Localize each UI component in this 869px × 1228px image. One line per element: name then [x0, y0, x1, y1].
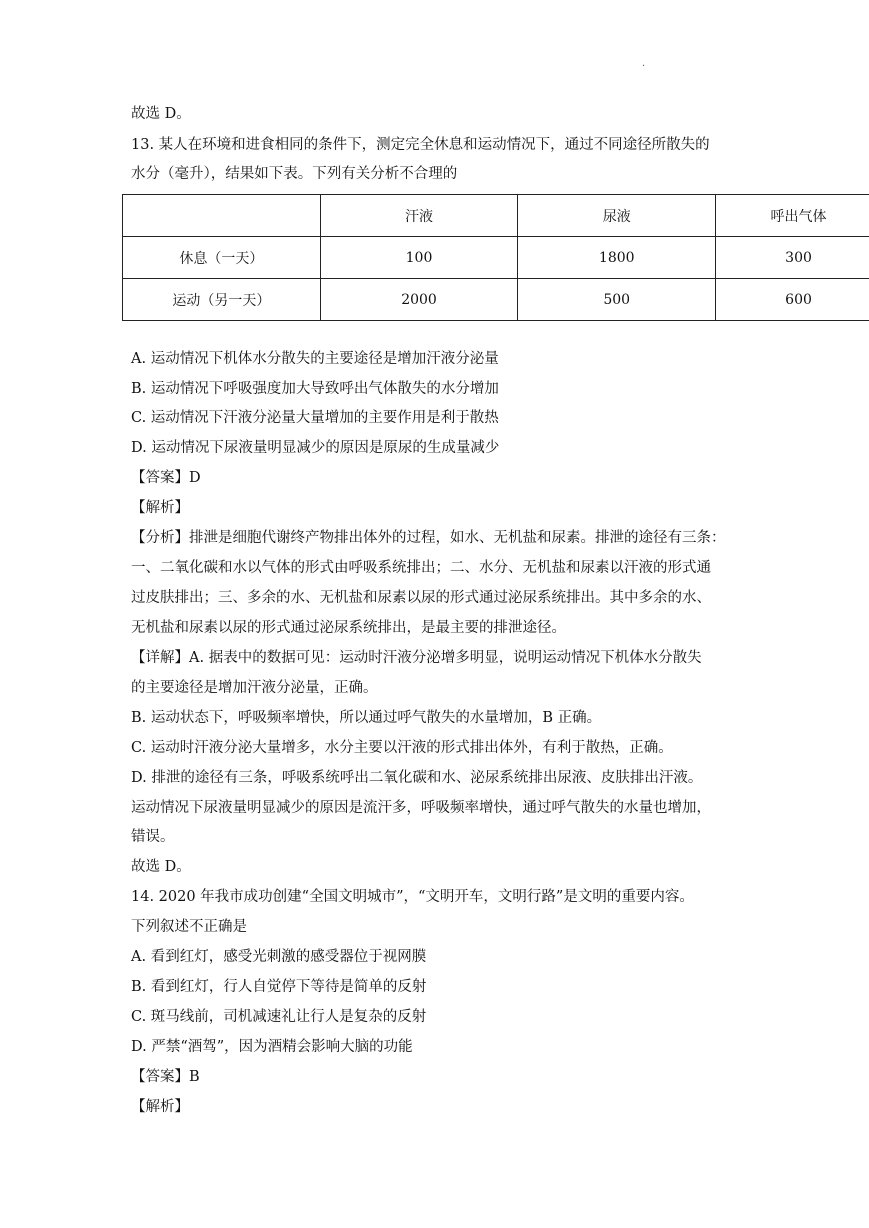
table-cell: 1800: [518, 237, 716, 279]
text-line: 故选 D。: [131, 106, 191, 122]
option-d: D. 严禁“酒驾”，因为酒精会影响大脑的功能: [131, 1039, 413, 1055]
text-line: 运动情况下尿液量明显减少的原因是流汗多，呼吸频率增快，通过呼气散失的水量也增加，: [131, 800, 711, 816]
table-row: [123, 279, 869, 321]
table-cell: 休息（一天）: [123, 237, 321, 279]
option-c: C. 运动情况下汗液分泌量大量增加的主要作用是利于散热: [131, 410, 499, 426]
text-line: 无机盐和尿素以尿的形式通过泌尿系统排出，是最主要的排泄途径。: [131, 620, 566, 636]
table-header-cell: 呼出气体: [716, 195, 869, 237]
question-13-stem: 13. 某人在环境和进食相同的条件下，测定完全休息和运动情况下，通过不同途径所散失的: [131, 137, 710, 153]
table-header-cell: 汗液: [320, 195, 518, 237]
text-line: 错误。: [131, 829, 175, 845]
text-line: B. 运动状态下，呼吸频率增快，所以通过呼气散失的水量增加，B 正确。: [131, 710, 602, 726]
text-line: 过皮肤排出；三、多余的水、无机盐和尿素以尿的形式通过泌尿系统排出。其中多余的水、: [131, 590, 711, 606]
table-cell: 500: [518, 279, 716, 321]
table-cell: 运动（另一天）: [123, 279, 321, 321]
table-header-cell: [123, 195, 321, 237]
text-line: 一、二氧化碳和水以气体的形式由呼吸系统排出；二、水分、无机盐和尿素以汗液的形式通: [131, 560, 711, 576]
question-13-stem-cont: 水分（毫升），结果如下表。下列有关分析不合理的: [131, 166, 458, 182]
option-a: A. 运动情况下机体水分散失的主要途径是增加汗液分泌量: [131, 351, 499, 367]
table-cell: 600: [716, 279, 869, 321]
option-d: D. 运动情况下尿液量明显减少的原因是原尿的生成量减少: [131, 440, 500, 456]
table-header-row: [123, 195, 869, 237]
analysis-label: 【解析】: [131, 500, 189, 516]
option-c: C. 斑马线前，司机减速礼让行人是复杂的反射: [131, 1009, 427, 1025]
table-cell: 300: [716, 237, 869, 279]
option-b: B. 运动情况下呼吸强度加大导致呼出气体散失的水分增加: [131, 381, 499, 397]
water-loss-table: [122, 194, 869, 321]
table-cell: 2000: [320, 279, 518, 321]
text-line: 的主要途径是增加汗液分泌量，正确。: [131, 680, 378, 696]
table-cell: 100: [320, 237, 518, 279]
table-header-cell: 尿液: [518, 195, 716, 237]
text-line: 【分析】排泄是细胞代谢终产物排出体外的过程，如水、无机盐和尿素。排泄的途径有三条：: [131, 530, 726, 546]
question-14-stem-cont: 下列叙述不正确是: [131, 919, 247, 935]
answer-label: 【答案】B: [131, 1069, 200, 1085]
option-a: A. 看到红灯，感受光刺激的感受器位于视网膜: [131, 949, 427, 965]
analysis-label: 【解析】: [131, 1099, 189, 1115]
table-row: [123, 237, 869, 279]
text-line: D. 排泄的途径有三条，呼吸系统呼出二氧化碳和水、泌尿系统排出尿液、皮肤排出汗液。: [131, 770, 703, 786]
page-marker: .: [642, 58, 646, 69]
option-b: B. 看到红灯，行人自觉停下等待是简单的反射: [131, 979, 427, 995]
question-14-stem: 14. 2020 年我市成功创建“全国文明城市”，“文明开车，文明行路”是文明的重要内容。: [131, 889, 694, 905]
answer-label: 【答案】D: [131, 470, 201, 486]
text-line: C. 运动时汗液分泌大量增多，水分主要以汗液的形式排出体外，有利于散热，正确。: [131, 740, 673, 756]
text-line: 故选 D。: [131, 859, 191, 875]
text-line: 【详解】A. 据表中的数据可见：运动时汗液分泌增多明显，说明运动情况下机体水分散失: [131, 650, 702, 666]
